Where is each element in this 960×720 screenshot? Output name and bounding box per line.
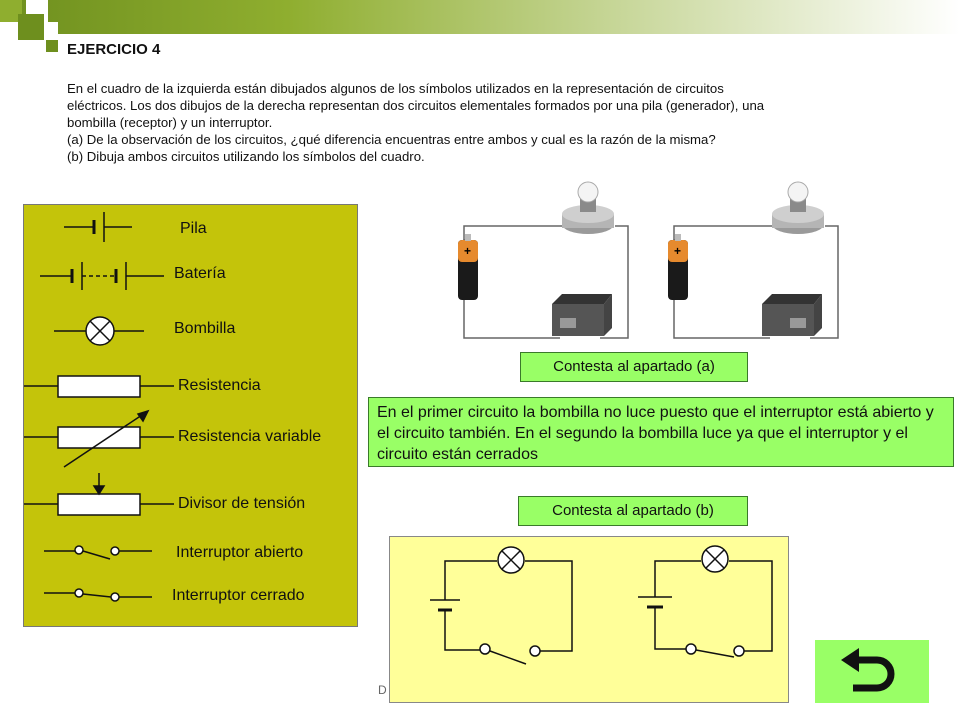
schematic-drawing-panel (389, 536, 789, 703)
battery-icon (458, 234, 478, 300)
resistor-symbol-icon (24, 376, 174, 397)
battery-plus-label: + (464, 244, 472, 258)
lamp-symbol-icon (54, 317, 144, 345)
answer-a-text: En el primer circuito la bombilla no luce puesto que el interruptor está abierto y el circuito también. En el segundo la bombilla luce ya que el interruptor y el circuito están cerrados (368, 397, 954, 467)
circuit-illustration-open (440, 178, 640, 348)
intro-line: bombilla (receptor) y un interruptor. (67, 115, 273, 130)
return-arrow-icon (815, 640, 929, 703)
cell-symbol-icon (64, 212, 132, 242)
battery-plus-label: + (674, 244, 682, 258)
schematic-circuit-closed (638, 546, 772, 657)
light-bulb-icon (772, 182, 824, 234)
battery-symbol-icon (40, 262, 164, 290)
legend-label-interruptor-cerrado: Interruptor cerrado (172, 587, 305, 604)
open-switch-symbol-icon (44, 546, 152, 559)
legend-label-resistencia: Resistencia (178, 377, 261, 394)
legend-label-bombilla: Bombilla (174, 320, 236, 337)
intro-line: En el cuadro de la izquierda están dibujados algunos de los símbolos utilizados en la representación de circuitos (67, 81, 724, 96)
decor-square (46, 40, 58, 52)
rocker-switch-icon (552, 294, 612, 336)
variable-resistor-symbol-icon (24, 411, 174, 467)
legend-label-pila: Pila (180, 220, 207, 237)
legend-label-resistencia-variable: Resistencia variable (178, 428, 322, 445)
footer-text: D (378, 683, 387, 697)
battery-icon (668, 234, 688, 300)
header-gradient-bar (0, 0, 960, 34)
schematic-circuit-open (430, 547, 572, 664)
decor-square (18, 14, 44, 40)
schematic-drawing (390, 537, 788, 702)
rocker-switch-icon (762, 294, 822, 336)
closed-switch-symbol-icon (44, 589, 152, 601)
potentiometer-symbol-icon (24, 473, 174, 515)
circuit-illustration-closed (650, 178, 850, 348)
intro-line: (b) Dibuja ambos circuitos utilizando los símbolos del cuadro. (67, 149, 425, 164)
symbol-legend-panel (23, 204, 358, 627)
page-title: EJERCICIO 4 (67, 41, 161, 58)
legend-label-interruptor-abierto: Interruptor abierto (176, 544, 304, 561)
answer-b-button[interactable]: Contesta al apartado (b) (518, 496, 748, 526)
back-button[interactable] (815, 640, 929, 703)
intro-text (67, 80, 927, 165)
legend-label-divisor: Divisor de tensión (178, 495, 306, 512)
legend-label-bateria: Batería (174, 265, 226, 282)
intro-line: (a) De la observación de los circuitos, ¿qué diferencia encuentras entre ambos y cual es la razón de la misma? (67, 132, 716, 147)
light-bulb-icon (562, 182, 614, 234)
intro-line: eléctricos. Los dos dibujos de la derecha representan dos circuitos elementales formados por una pila (generador), una (67, 98, 765, 113)
answer-a-button[interactable]: Contesta al apartado (a) (520, 352, 748, 382)
decor-square (44, 22, 58, 36)
